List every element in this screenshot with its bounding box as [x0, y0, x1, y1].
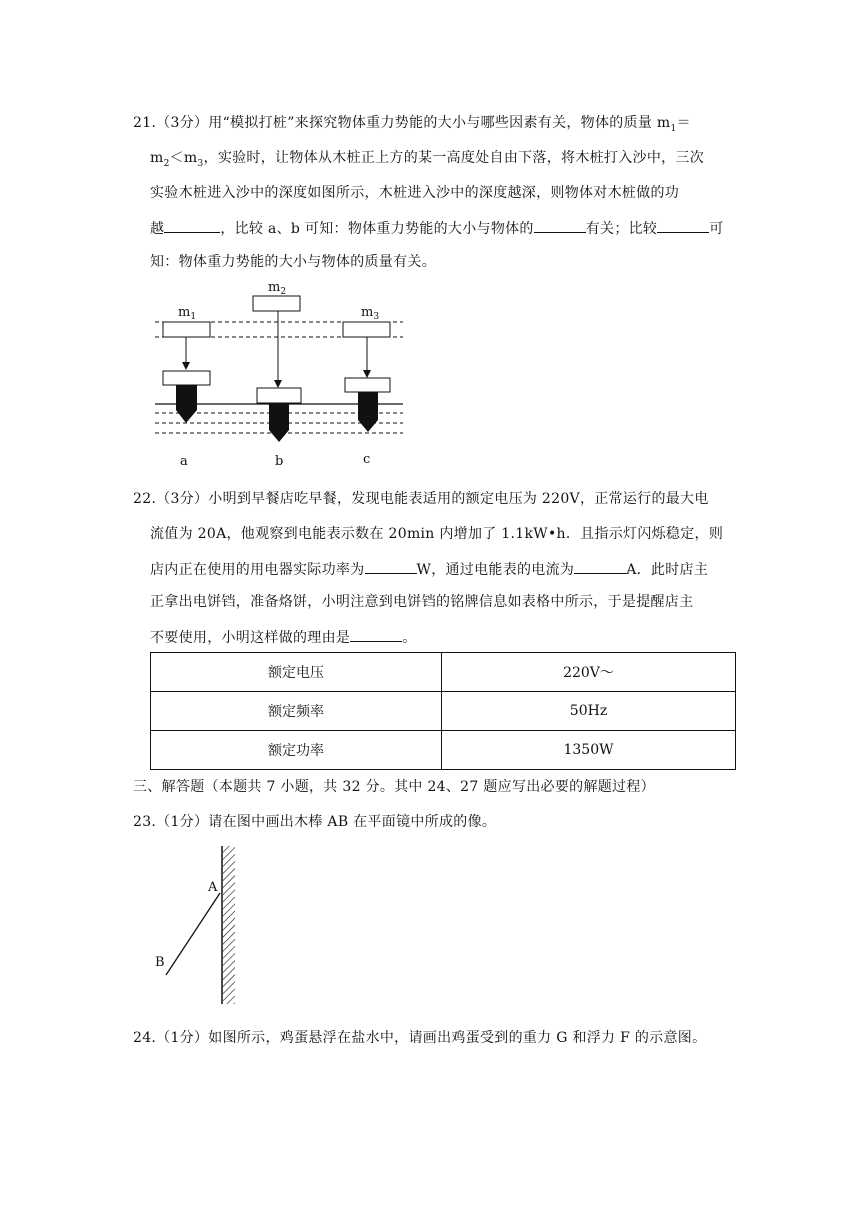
plane-mirror-hatching — [223, 846, 235, 1004]
q22-line-3: 店内正在使用的用电器实际功率为 W，通过电能表的电流为 A．此时店主 — [150, 559, 708, 579]
q22-line-4: 正拿出电饼铛，准备烙饼，小明注意到电饼铛的铭牌信息如表格中所示，于是提醒店主 — [150, 594, 694, 610]
q22-line-2: 流值为 20A，他观察到电能表示数在 20min 内增加了 1.1kW•h．且指示灯闪烁稳定，则 — [150, 526, 724, 542]
label-a: a — [180, 454, 188, 469]
mass-m2-label: $m_2$ — [268, 280, 287, 297]
q21-line-3: 实验木桩进入沙中的深度如图所示，木桩进入沙中的深度越深，则物体对木桩做的功 — [150, 185, 680, 201]
rod-AB — [166, 893, 220, 975]
q21-line-4: 越 ，比较 a、b 可知：物体重力势能的大小与物体的 有关；比较 可 — [150, 218, 724, 238]
q22-line-5: 不要使用，小明这样做的理由是 。 — [150, 627, 417, 647]
table-cell-value: 220V～ — [442, 653, 736, 692]
q24-text: 24.（1分）如图所示，鸡蛋悬浮在盐水中，请画出鸡蛋受到的重力 G 和浮力 F 的示意图。 — [133, 1030, 707, 1046]
label-A: A — [208, 880, 218, 895]
table-cell-key: 额定电压 — [151, 653, 442, 692]
table-cell-key: 额定功率 — [151, 731, 442, 770]
label-B: B — [155, 955, 165, 970]
q21-line-2: $m_2<m_3$，实验时，让物体从木桩正上方的某一高度处自由下落，将木桩打入沙中，三次 — [150, 150, 705, 169]
table-cell-key: 额定频率 — [151, 692, 442, 731]
q22-line-1: 22.（3分）小明到早餐店吃早餐，发现电能表适用的额定电压为 220V，正常运行的最大电 — [133, 491, 709, 507]
label-c: c — [363, 452, 371, 467]
section-3-heading: 三、解答题（本题共 7 小题，共 32 分。其中 24、27 题应写出必要的解题过程） — [133, 779, 655, 795]
label-b: b — [275, 454, 284, 469]
mass-m3-label: $m_3$ — [361, 305, 380, 322]
q23-text: 23.（1分）请在图中画出木棒 AB 在平面镜中所成的像。 — [133, 814, 497, 830]
table-cell-value: 1350W — [442, 731, 736, 770]
q21-line-5: 知：物体重力势能的大小与物体的质量有关。 — [150, 254, 436, 270]
table-cell-value: 50Hz — [442, 692, 736, 731]
mass-m1-label: $m_1$ — [178, 305, 197, 322]
q21-line-1: 21.（3分）用“模拟打桩”来探究物体重力势能的大小与哪些因素有关，物体的质量 $m_1=$ — [133, 115, 691, 134]
